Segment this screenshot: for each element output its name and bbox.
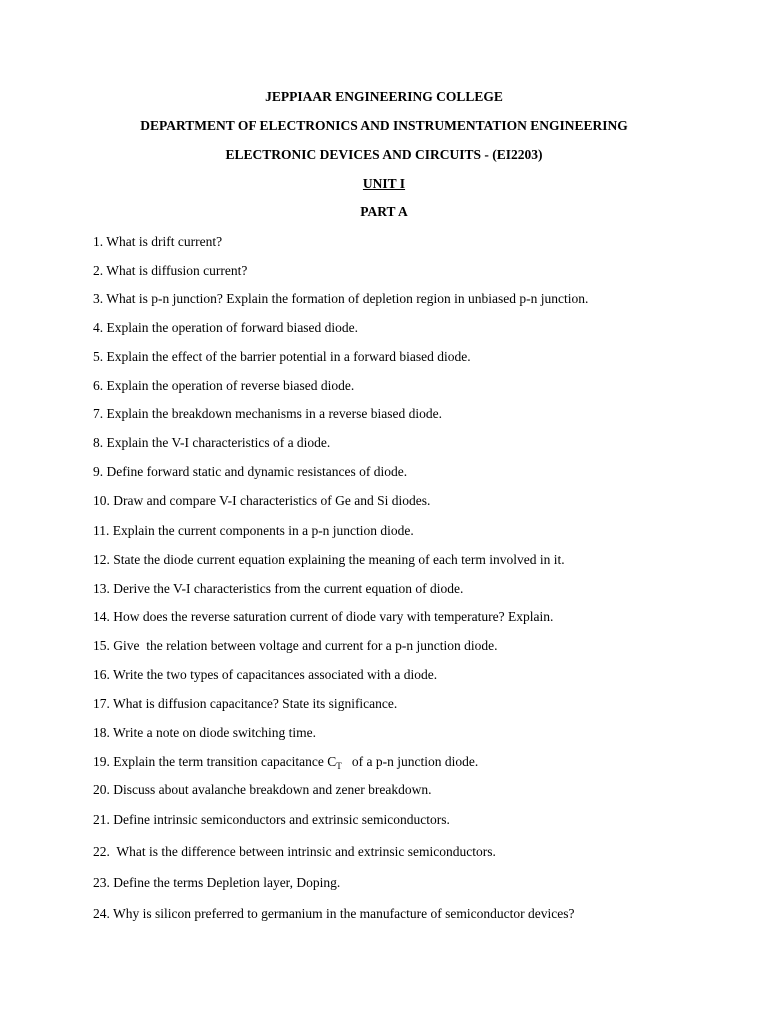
question-19-suffix: of a p-n junction diode. <box>351 754 479 769</box>
question-24: 24. Why is silicon preferred to germanium in the manufacture of semiconductor devices? <box>93 906 575 921</box>
question-9: 9. Define forward static and dynamic resistances of diode. <box>93 464 408 479</box>
department-title: DEPARTMENT OF ELECTRONICS AND INSTRUMENTATION ENGINEERING <box>140 118 628 133</box>
question-19-subscript: T <box>336 761 342 771</box>
question-18: 18. Write a note on diode switching time. <box>93 725 317 740</box>
unit-heading: UNIT I <box>362 176 406 191</box>
question-5: 5. Explain the effect of the barrier potential in a forward biased diode. <box>93 349 471 364</box>
question-11: 11. Explain the current components in a p-n junction diode. <box>93 523 414 538</box>
question-6: 6. Explain the operation of reverse biased diode. <box>93 378 355 393</box>
question-16: 16. Write the two types of capacitances associated with a diode. <box>93 667 438 682</box>
question-1: 1. What is drift current? <box>93 234 223 249</box>
question-10: 10. Draw and compare V-I characteristics of Ge and Si diodes. <box>93 493 431 508</box>
course-title: ELECTRONIC DEVICES AND CIRCUITS - (EI2203) <box>225 147 543 162</box>
question-23: 23. Define the terms Depletion layer, Doping. <box>93 875 341 890</box>
question-21: 21. Define intrinsic semiconductors and extrinsic semiconductors. <box>93 812 450 827</box>
part-heading: PART A <box>360 204 408 219</box>
question-19 <box>93 753 478 775</box>
question-14: 14. How does the reverse saturation current of diode vary with temperature? Explain. <box>93 609 554 624</box>
question-3: 3. What is p-n junction? Explain the formation of depletion region in unbiased p-n junction. <box>93 291 589 306</box>
question-2: 2. What is diffusion current? <box>93 263 248 278</box>
question-4: 4. Explain the operation of forward biased diode. <box>93 320 359 335</box>
question-13: 13. Derive the V-I characteristics from the current equation of diode. <box>93 581 464 596</box>
question-19-text: 19. Explain the term transition capacitance C <box>93 754 337 769</box>
question-22: 22. What is the difference between intrinsic and extrinsic semiconductors. <box>93 844 496 859</box>
question-7: 7. Explain the breakdown mechanisms in a reverse biased diode. <box>93 406 443 421</box>
question-8: 8. Explain the V-I characteristics of a diode. <box>93 435 331 450</box>
question-12: 12. State the diode current equation explaining the meaning of each term involved in it. <box>93 552 565 567</box>
question-17: 17. What is diffusion capacitance? State its significance. <box>93 696 398 711</box>
question-20: 20. Discuss about avalanche breakdown and zener breakdown. <box>93 782 432 797</box>
college-title: JEPPIAAR ENGINEERING COLLEGE <box>265 89 503 104</box>
question-15: 15. Give the relation between voltage and current for a p-n junction diode. <box>93 638 498 653</box>
